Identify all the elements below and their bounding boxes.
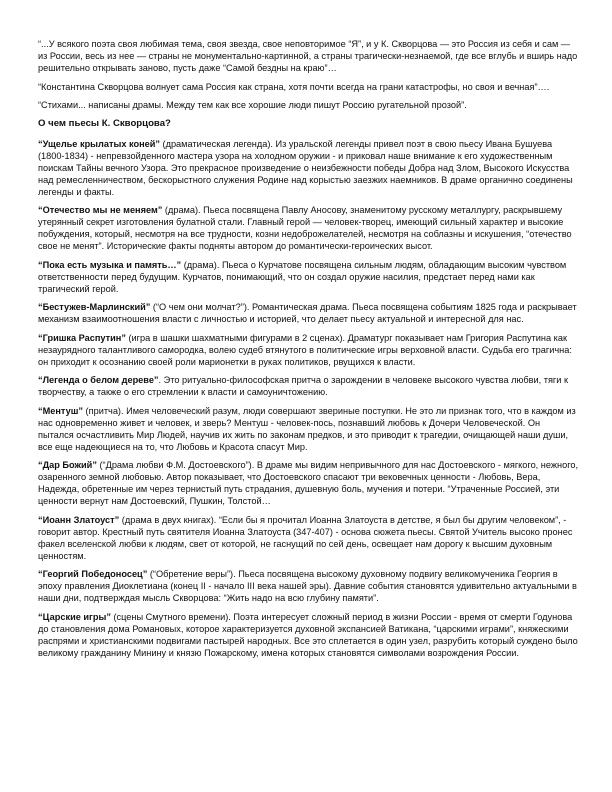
quote-paragraph: “...У всякого поэта своя любимая тема, своя звезда, свое неповторимое “Я”, и у К. Скворцова — это Россия из себя и сам — из России, весь из нее — страны не монументально-картинной, а страны трагически-незнаемой, где все вглубь и вширь надо решительно открывать заново, пусть даже “Самой бездны на краю”… bbox=[38, 39, 578, 73]
play-description: (“Обретение веры”). Пьеса посвящена высокому духовному подвигу великомученика Георгия в эпоху правления Диоклетиана (конец II - начало III века нашей эры). Давние события становятся удивительно актуальными в наши дни, подтверждая мысль Скворцова: “Жить надо на всю глубину памяти”. bbox=[38, 569, 577, 603]
play-description: (драма в двух книгах). “Если бы я прочитал Иоанна Златоуста в детстве, я был бы другим человеком”, - говорит автор. Крестный путь святителя Иоанна Златоуста (347-407) - основа сюжета пьесы. Святой Учитель высоко пронес факел вселенской любви к людям, свет от которой, не гаснущий по сей день, освещает нам дорогу к высшим духовным ценностям. bbox=[38, 514, 573, 561]
play-paragraph bbox=[38, 259, 578, 295]
play-title: “Гришка Распутин” bbox=[38, 332, 126, 343]
play-title: “Пока есть музыка и память…” bbox=[38, 259, 182, 270]
play-title: “Ментуш” bbox=[38, 405, 83, 416]
play-description: (“Драма любви Ф.М. Достоевского”). В драме мы видим непривычного для нас Достоевского - мягкого, нежного, озаренного земной любовью. Автор показывает, что Достоевского спасают три вековечных ценности - Любовь, Вера, Надежда, обретенные им через тернистый путь страдания, душевную боль, мучения и потери. “Утраченные Россией, эти ценности вернут нам Достоевский, Пушкин, Толстой… bbox=[38, 460, 578, 506]
play-title: “Иоанн Златоуст” bbox=[38, 514, 120, 525]
play-paragraph bbox=[38, 332, 578, 368]
play-title: “Ущелье крылатых коней” bbox=[38, 138, 160, 149]
play-paragraph bbox=[38, 374, 578, 398]
section-heading: О чем пьесы К. Скворцова? bbox=[38, 117, 171, 129]
play-title: “Отечество мы не меняем” bbox=[38, 205, 163, 215]
play-paragraph bbox=[38, 138, 578, 198]
play-paragraph bbox=[38, 514, 578, 562]
play-description: (игра в шашки шахматными фигурами в 2 сценах). Драматург показывает нам Григория Распутина как незаурядного талантливого самородка, волею судеб втянутого в политические игры верховной власти. Судьба его трагична: он приходит к осознанию своей роли марионетки в руках политиков, рвущихся к власти. bbox=[38, 332, 572, 367]
play-description: (“О чем они молчат?”). Романтическая драма. Пьеса посвящена событиям 1825 года и раскрывает механизм взаимоотношения власти с личностью и историей, что делает пьесу актуальной и интересной для нас. bbox=[38, 302, 577, 324]
play-description: . Это ритуально-философская притча о зарождении в человеке высокого чувства любви, тяги к творчеству, а также о его стремлении к власти и самоуничтожению. bbox=[38, 375, 568, 397]
quote-paragraph: “Константина Скворцова волнует сама Россия как страна, хотя почти всегда на грани катастрофы, но своя и вечная”…. bbox=[38, 81, 550, 92]
play-paragraph bbox=[38, 568, 578, 604]
play-paragraph bbox=[38, 301, 578, 325]
play-title: “Дар Божий” bbox=[38, 460, 97, 470]
play-title: “Бестужев-Марлинский” bbox=[38, 302, 151, 312]
play-description: (драма). Пьеса посвящена Павлу Аносову, знаменитому русскому металлургу, раскрывшему утерянный секрет изготовления булатной стали. Главный герой — человек-творец, имеющий сильный характер и высокие побуждения, который, несмотря на все трудности, козни недоброжелателей, несмотря на соблазны и искушения, “отечество свое не менят”. Исторические факты подняты автором до романтически-героических высот. bbox=[38, 205, 572, 251]
play-description: (притча). Имея человеческий разум, люди совершают звериные поступки. Не это ли признак того, что в каждом из нас одновременно живет и человек, и зверь? Ментуш - человек-пось, познавший любовь к Дочери Человеческой. Он пытался осчастливить Мир Людей, научив их жить по законам предков, и это приводит к трагедии, очищающей наши души, все еще надеющиеся на то, что Любовь и Красота спасут Мир. bbox=[38, 405, 576, 452]
play-paragraph bbox=[38, 405, 578, 453]
play-title: “Георгий Победоносец” bbox=[38, 569, 148, 579]
play-paragraph bbox=[38, 611, 578, 659]
play-description: (сцены Смутного времени). Поэта интересует сложный период в жизни России - время от смерти Годунова до становления дома Романовых, которое характеризуется духовной экспансией Ватикана, “царскими играми”, княжескими распрями и христианскими подвигами пастырей народных. Все это сплетается в один узел, разрубить который суждено было великому гражданину Минину и князю Пожарскому, имена которых становятся символами возрождения России. bbox=[38, 611, 578, 658]
play-description: (драма). Пьеса о Курчатове посвящена сильным людям, обладающим высоким чувством ответственности перед будущим. Курчатов, понимающий, что он создал оружие насилия, предстает перед нами как трагический герой. bbox=[38, 259, 567, 294]
quote-paragraph: “Стихами... написаны драмы. Между тем как все хорошие люди пишут Россию ругательной прозой”. bbox=[38, 100, 467, 110]
play-title: “Царские игры” bbox=[38, 611, 111, 622]
play-paragraph bbox=[38, 459, 578, 507]
play-title: “Легенда о белом дереве” bbox=[38, 375, 159, 385]
play-paragraph bbox=[38, 204, 578, 252]
play-description: (драматическая легенда). Из уральской легенды привел поэт в свою пьесу Ивана Бушуева (1800-1834) - непревзойденного мастера узора на холодном оружии - и приковал наше внимание к его художественным поискам Тайны вечного Узора. Это прекрасное произведение о неизбежности победы Добра над Злом, Высокого Искусства над ремесленничеством, бескорыстного служения Родине над корыстью заезжих наемников. В драме органично соединены легенды и факты. bbox=[38, 138, 573, 197]
